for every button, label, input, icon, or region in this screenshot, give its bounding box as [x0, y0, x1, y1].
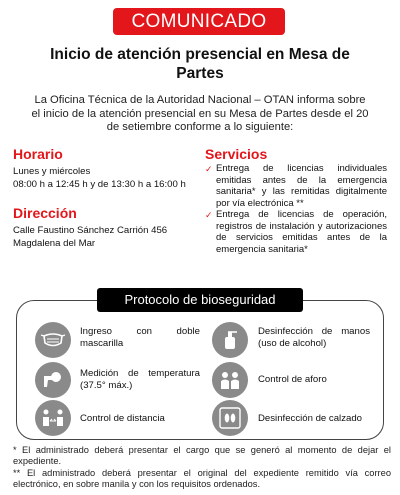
sanitizer-icon: [212, 322, 248, 358]
proto-label-thermometer: Medición de temperatura (37.5° máx.): [80, 368, 200, 391]
direccion-line2: Magdalena del Mar: [13, 238, 96, 249]
footwear-icon: [212, 400, 248, 436]
thermometer-icon: [35, 362, 71, 398]
direccion-line1: Calle Faustino Sánchez Carrión 456: [13, 225, 168, 236]
intro-text: La Oficina Técnica de la Autoridad Nacional – OTAN informa sobre el inicio de la atención presencial en su Mesa de Partes desde el 20 de setiembre conforme a lo siguiente:: [31, 94, 369, 133]
servicios-heading: Servicios: [205, 146, 268, 162]
servicio-text: Entrega de licencias de operación, registros de instalación y autorizaciones de servicios emitidas antes de la emergencia sanitaria*: [216, 209, 387, 255]
direccion-heading: Dirección: [13, 205, 77, 221]
servicios-list: [205, 163, 387, 255]
horario-days: Lunes y miércoles: [13, 166, 91, 177]
comunicado-banner: COMUNICADO: [113, 8, 285, 35]
capacity-icon: [212, 362, 248, 398]
footnotes: [13, 445, 391, 491]
proto-label-mask: Ingreso con doble mascarilla: [80, 326, 200, 349]
horario-hours: 08:00 h a 12:45 h y de 13:30 h a 16:00 h: [13, 179, 186, 190]
footnote-1: * El administrado deberá presentar el cargo que se generó al momento de dejar el expediente.: [13, 445, 391, 467]
protocolo-heading: Protocolo de bioseguridad: [97, 288, 303, 312]
footnote-2: ** El administrado deberá presentar el original del expediente remitido vía correo electrónico, en sobre manila y con los requisitos ordenados.: [13, 467, 391, 490]
servicio-text: Entrega de licencias individuales emitidas antes de la emergencia sanitaria* y las remitidas digitalmente por vía electrónica **: [216, 163, 387, 209]
servicio-item: [205, 163, 387, 209]
proto-label-footwear: Desinfección de calzado: [258, 413, 362, 424]
proto-label-capacity: Control de aforo: [258, 374, 327, 385]
servicio-item: [205, 209, 387, 255]
page-title: Inicio de atención presencial en Mesa de Partes: [50, 46, 350, 82]
checkmark-icon: ✓: [205, 210, 213, 220]
horario-heading: Horario: [13, 146, 63, 162]
proto-label-distance: Control de distancia: [80, 413, 165, 424]
proto-label-sanitizer: Desinfección de manos (uso de alcohol): [258, 326, 370, 349]
mask-icon: [35, 322, 71, 358]
distance-icon: [35, 400, 71, 436]
checkmark-icon: ✓: [205, 164, 213, 174]
